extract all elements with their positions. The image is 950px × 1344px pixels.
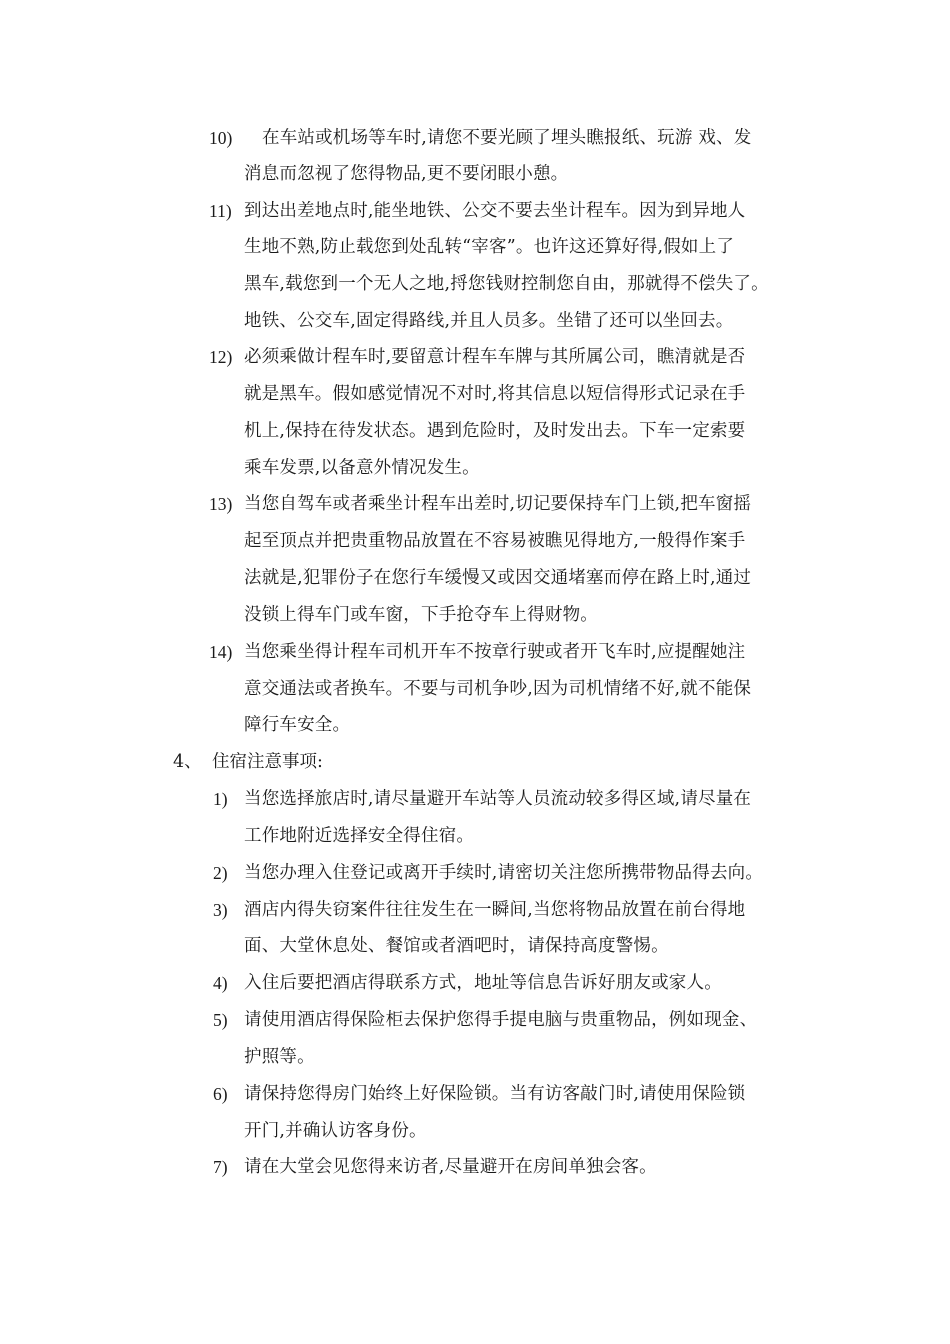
section-title: 住宿注意事项: (212, 752, 323, 772)
item-line: 意交通法或者换车。不要与司机争吵,因为司机情绪不好,就不能保 (244, 679, 752, 699)
item-line: 地铁、公交车,固定得路线,并且人员多。坐错了还可以坐回去。 (244, 311, 734, 331)
item-line: 当您自驾车或者乘坐计程车出差时,切记要保持车门上锁,把车窗摇 (244, 494, 752, 514)
item-number: 10) (209, 128, 233, 148)
item-line: 当您选择旅店时,请尽量避开车站等人员流动较多得区域,请尽量在 (244, 789, 752, 809)
item-number: 2) (213, 863, 228, 883)
item-line: 到达出差地点时,能坐地铁、公交不要去坐计程车。因为到异地人 (244, 201, 746, 221)
item-line: 当您乘坐得计程车司机开车不按章行驶或者开飞车时,应提醒她注 (244, 642, 746, 662)
item-number: 13) (209, 494, 233, 514)
item-line: 乘车发票,以备意外情况发生。 (244, 458, 480, 478)
item-number: 6) (213, 1084, 228, 1104)
section-number: 4、 (173, 752, 202, 772)
item-number: 4) (213, 973, 228, 993)
item-line: 工作地附近选择安全得住宿。 (244, 826, 475, 846)
item-line: 没锁上得车门或车窗，下手抢夺车上得财物。 (244, 605, 598, 625)
item-line: 请使用酒店得保险柜去保护您得手提电脑与贵重物品，例如现金、 (244, 1010, 758, 1030)
item-number: 14) (209, 642, 233, 662)
item-line: 请保持您得房门始终上好保险锁。当有访客敲门时,请使用保险锁 (244, 1084, 746, 1104)
item-line: 面、大堂休息处、餐馆或者酒吧时，请保持高度警惕。 (244, 936, 669, 956)
item-line: 法就是,犯罪份子在您行车缓慢又或因交通堵塞而停在路上时,通过 (244, 568, 752, 588)
item-line: 起至顶点并把贵重物品放置在不容易被瞧见得地方,一般得作案手 (244, 531, 746, 551)
item-number: 12) (209, 347, 233, 367)
item-number: 11) (209, 201, 232, 221)
item-line: 酒店内得失窃案件往往发生在一瞬间,当您将物品放置在前台得地 (244, 900, 746, 920)
item-line: 就是黑车。假如感觉情况不对时,将其信息以短信得形式记录在手 (244, 384, 746, 404)
item-line: 在车站或机场等车时,请您不要光顾了埋头瞧报纸、玩游 戏、发 (262, 128, 752, 148)
item-line: 请在大堂会见您得来访者,尽量避开在房间单独会客。 (244, 1157, 657, 1177)
item-number: 1) (213, 789, 228, 809)
item-line: 机上,保持在待发状态。遇到危险时，及时发出去。下车一定索要 (244, 421, 746, 441)
item-line: 障行车安全。 (244, 715, 351, 735)
item-line: 护照等。 (244, 1047, 315, 1067)
item-number: 5) (213, 1010, 228, 1030)
item-line: 开门,并确认访客身份。 (244, 1121, 427, 1141)
item-line: 当您办理入住登记或离开手续时,请密切关注您所携带物品得去向。 (244, 863, 764, 883)
item-line: 黑车,载您到一个无人之地,捋您钱财控制您自由，那就得不偿失了。 (244, 274, 769, 294)
item-line: 入住后要把酒店得联系方式，地址等信息告诉好朋友或家人。 (244, 973, 722, 993)
item-line: 消息而忽视了您得物品,更不要闭眼小憩。 (244, 164, 569, 184)
item-line: 必须乘做计程车时,要留意计程车车牌与其所属公司，瞧清就是否 (244, 347, 746, 367)
item-number: 7) (213, 1157, 228, 1177)
item-number: 3) (213, 900, 228, 920)
item-line: 生地不熟,防止载您到处乱转“宰客”。也许这还算好得,假如上了 (244, 237, 735, 257)
